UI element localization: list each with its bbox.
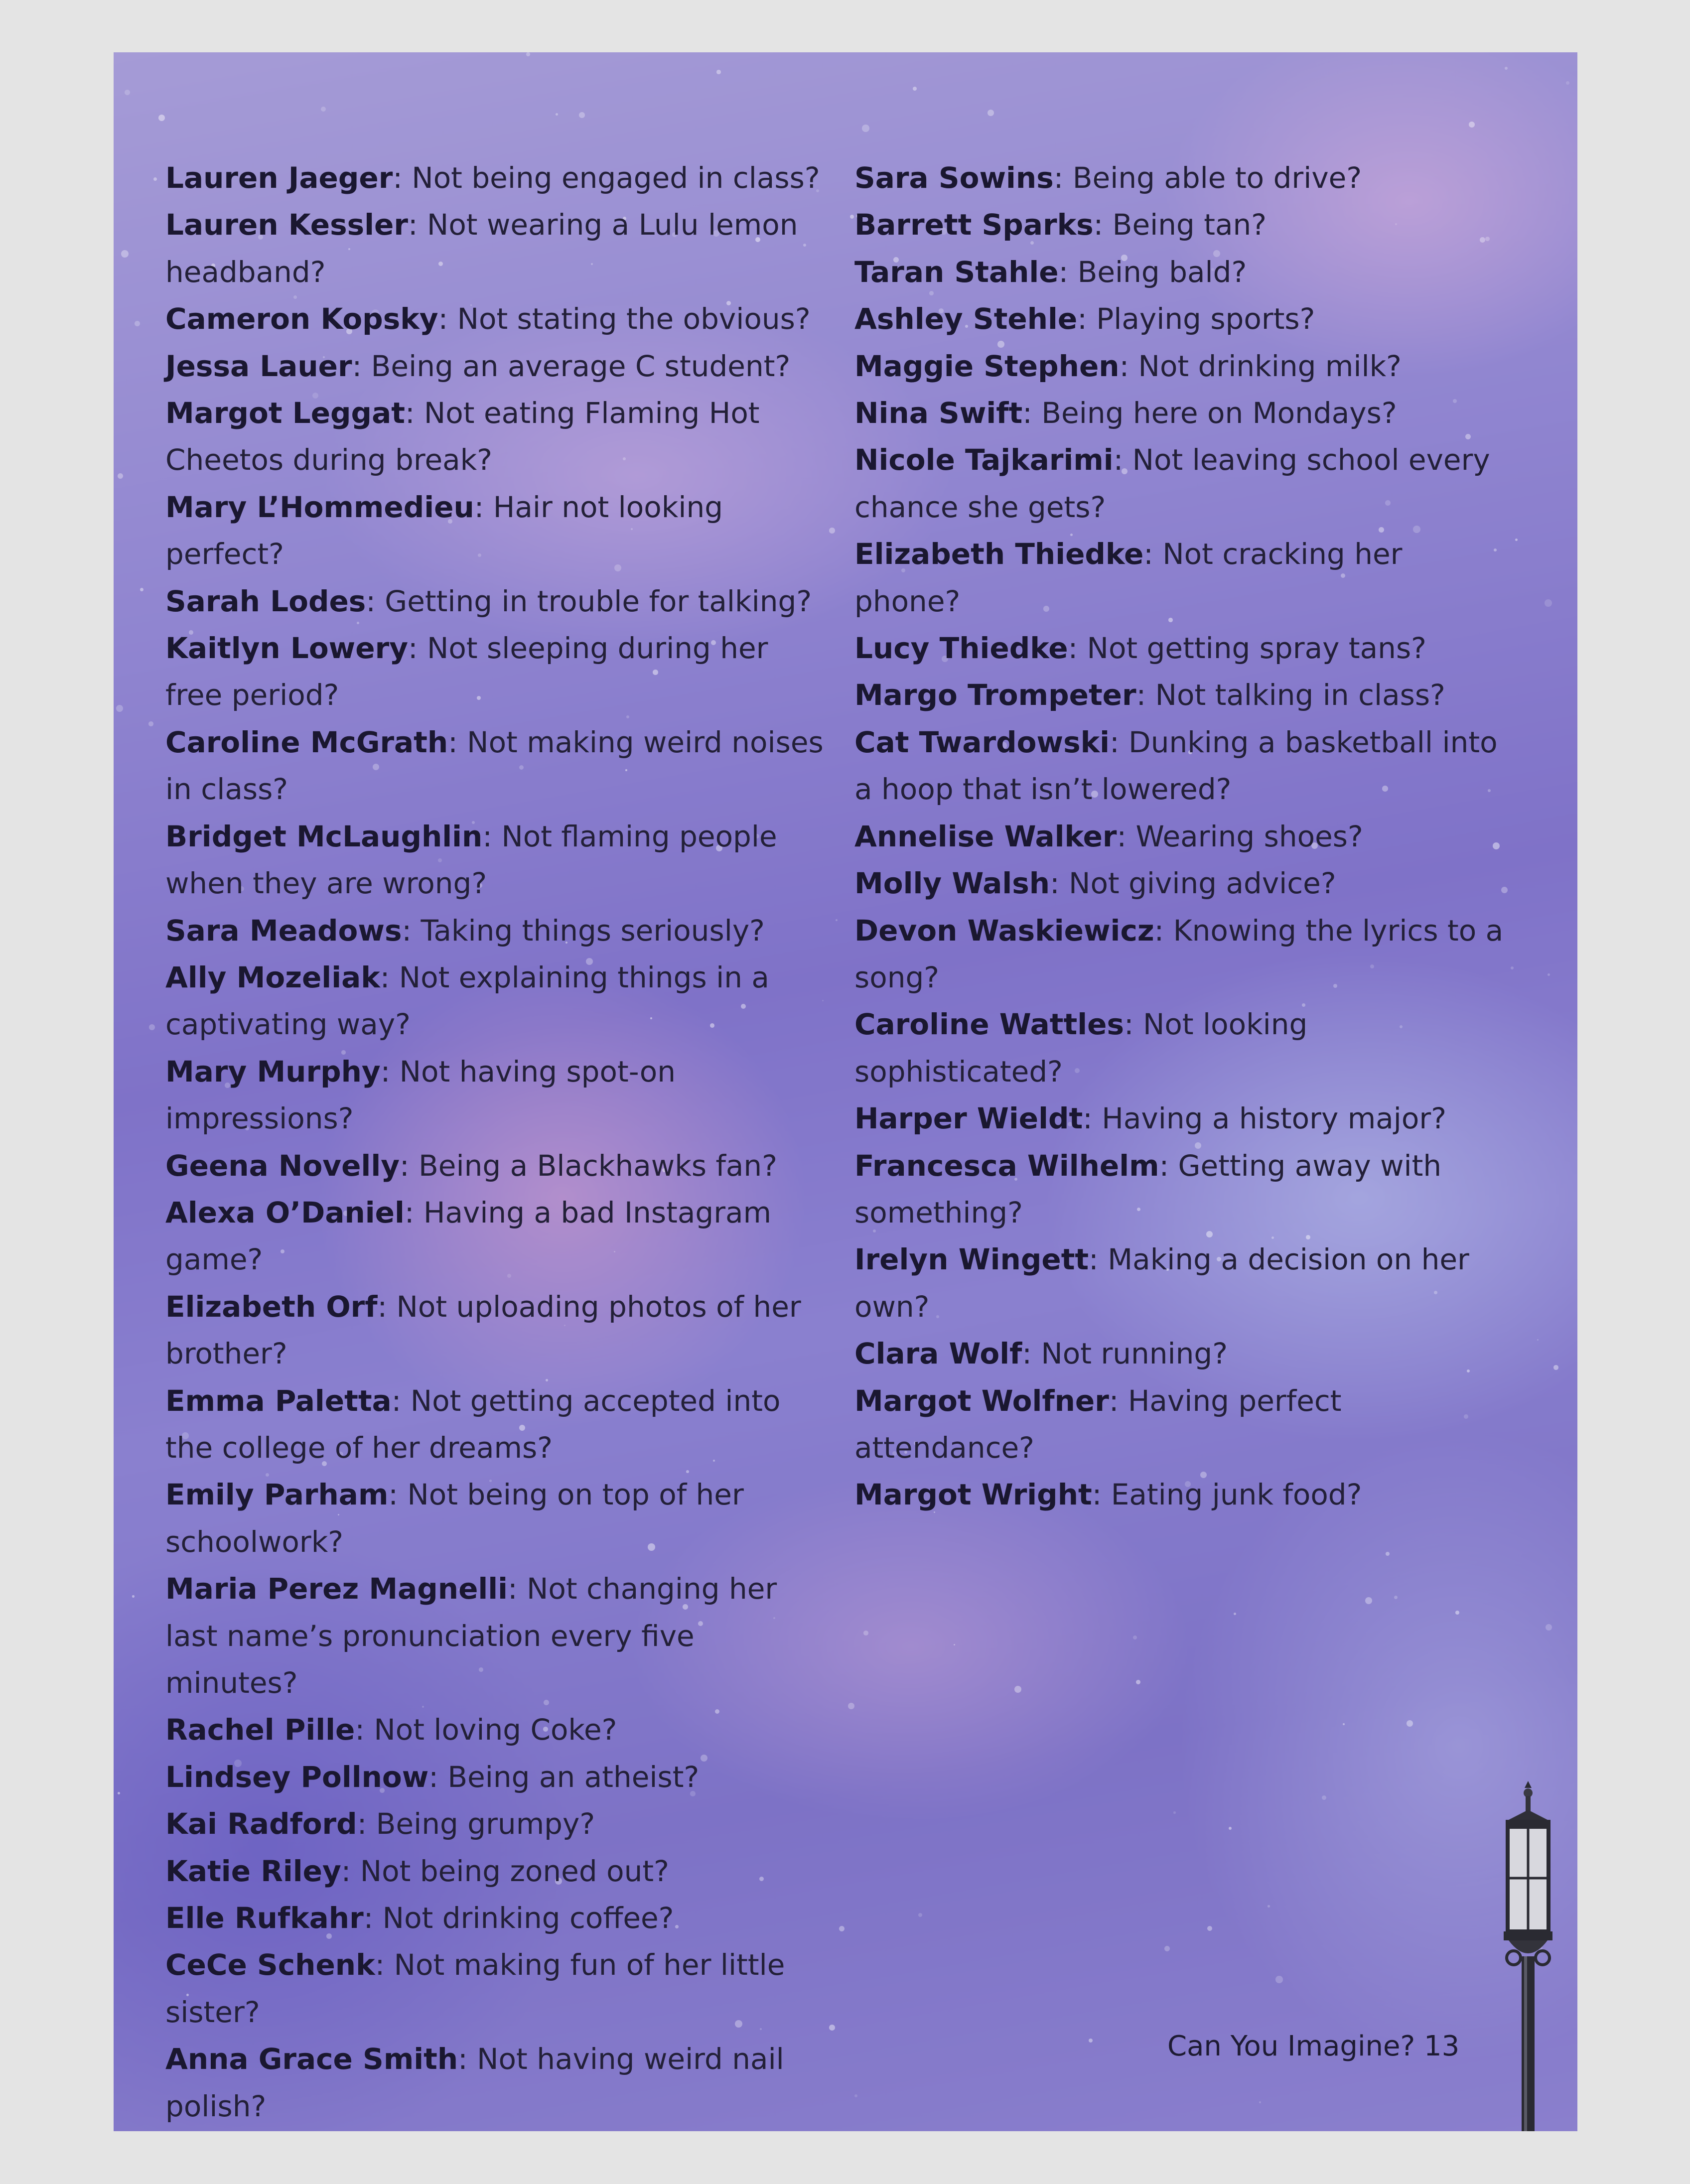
- page-footer: Can You Imagine? 13: [1167, 2030, 1460, 2062]
- student-name: Devon Waskiewicz: [854, 913, 1154, 948]
- student-name: Caroline McGrath: [165, 725, 448, 759]
- entry-mary-murphy: [165, 1048, 828, 1142]
- student-name: Caroline Wattles: [854, 1007, 1124, 1042]
- entry-text: : Not cracking her phone?: [854, 537, 1403, 618]
- entry-maria-perez-magnelli: [165, 1565, 828, 1706]
- student-name: Cat Twardowski: [854, 725, 1110, 759]
- entry-caroline-wattles: [854, 1001, 1517, 1095]
- entry-margot-leggat: [165, 390, 828, 484]
- student-name: Mary L’Hommedieu: [165, 490, 474, 524]
- entry-text: : Not looking sophisticated?: [854, 1007, 1308, 1089]
- student-name: Elle Rufkahr: [165, 1901, 364, 1935]
- student-name: Lauren Jaeger: [165, 161, 393, 195]
- entry-text: : Having a bad Instagram game?: [165, 1195, 772, 1277]
- entry-text: : Making a decision on her own?: [854, 1242, 1469, 1324]
- student-name: Cameron Kopsky: [165, 302, 438, 336]
- student-name: Geena Novelly: [165, 1148, 400, 1183]
- entry-text: : Not leaving school every chance she gets?: [854, 443, 1490, 524]
- student-name: Mary Murphy: [165, 1054, 381, 1089]
- student-name: Maggie Stephen: [854, 349, 1120, 383]
- entry-text: : Not sleeping during her free period?: [165, 631, 768, 712]
- entry-geena-novelly: [165, 1142, 828, 1189]
- entry-text: : Being a Blackhawks fan?: [400, 1148, 777, 1183]
- left-column: [165, 154, 828, 2130]
- entry-cece-schenk: [165, 1941, 828, 2036]
- entry-text: : Being able to drive?: [1053, 161, 1362, 195]
- student-name: Emily Parham: [165, 1478, 389, 1512]
- entry-text: : Having a history major?: [1083, 1101, 1447, 1136]
- entry-text: : Not running?: [1022, 1337, 1228, 1371]
- student-name: Sara Sowins: [854, 161, 1054, 195]
- student-name: Clara Wolf: [854, 1337, 1022, 1371]
- entry-text: : Not having weird nail polish?: [165, 2042, 784, 2123]
- student-name: Kaitlyn Lowery: [165, 631, 408, 666]
- student-name: Emma Paletta: [165, 1383, 392, 1418]
- student-name: Taran Stahle: [854, 255, 1059, 289]
- student-name: Elizabeth Thiedke: [854, 537, 1144, 571]
- entry-cat-twardowski: [854, 719, 1517, 813]
- entry-text: : Not flaming people when they are wrong?: [165, 819, 777, 901]
- entry-nina-swift: [854, 390, 1517, 436]
- student-name: Ashley Stehle: [854, 302, 1078, 336]
- entry-kai-radford: [165, 1800, 828, 1847]
- entry-jessa-lauer: [165, 343, 828, 390]
- entry-text: : Not explaining things in a captivating way?: [165, 960, 769, 1042]
- student-name: Alexa O’Daniel: [165, 1195, 405, 1229]
- student-name: Lauren Kessler: [165, 208, 408, 242]
- entry-devon-waskiewicz: [854, 907, 1517, 1001]
- entry-text: : Wearing shoes?: [1117, 819, 1363, 853]
- entry-text: : Not eating Flaming Hot Cheetos during break?: [165, 396, 760, 477]
- entry-text: : Not being zoned out?: [341, 1854, 669, 1888]
- entry-alexa-o-daniel: [165, 1189, 828, 1283]
- student-name: Nicole Tajkarimi: [854, 443, 1114, 477]
- entry-text: : Not being engaged in class?: [393, 161, 820, 195]
- entry-text: : Not making fun of her little sister?: [165, 1948, 785, 2029]
- entry-sara-sowins: [854, 154, 1517, 201]
- entry-molly-walsh: [854, 860, 1517, 907]
- entry-annelise-walker: [854, 813, 1517, 860]
- entry-elizabeth-orf: [165, 1283, 828, 1377]
- entry-clara-wolf: [854, 1330, 1517, 1377]
- entry-kaitlyn-lowery: [165, 625, 828, 719]
- entry-taran-stahle: [854, 249, 1517, 295]
- student-name: Katie Riley: [165, 1854, 341, 1888]
- entry-francesca-wilhelm: [854, 1142, 1517, 1236]
- entry-text: : Not giving advice?: [1050, 866, 1336, 901]
- student-name: Harper Wieldt: [854, 1101, 1083, 1136]
- entry-text: : Having perfect attendance?: [854, 1383, 1342, 1465]
- entry-sarah-lodes: [165, 578, 828, 625]
- entry-text: : Being here on Mondays?: [1022, 396, 1397, 430]
- entry-bridget-mclaughlin: [165, 813, 828, 907]
- entry-emily-parham: [165, 1471, 828, 1565]
- entry-text: : Being an average C student?: [352, 349, 791, 383]
- entry-katie-riley: [165, 1848, 828, 1895]
- entry-nicole-tajkarimi: [854, 436, 1517, 531]
- entry-cameron-kopsky: [165, 295, 828, 342]
- student-name: Rachel Pille: [165, 1713, 355, 1747]
- entry-barrett-sparks: [854, 201, 1517, 248]
- entry-text: : Getting away with something?: [854, 1148, 1442, 1229]
- entry-text: : Not talking in class?: [1136, 678, 1445, 712]
- entry-text: : Not uploading photos of her brother?: [165, 1289, 801, 1371]
- entry-lauren-jaeger: [165, 154, 828, 201]
- entry-text: : Eating junk food?: [1092, 1478, 1362, 1512]
- entry-text: : Being tan?: [1093, 208, 1267, 242]
- student-name: Maria Perez Magnelli: [165, 1572, 508, 1606]
- entry-text: : Not drinking coffee?: [363, 1901, 674, 1935]
- entry-text: : Being grumpy?: [357, 1807, 595, 1841]
- student-name: Lucy Thiedke: [854, 631, 1068, 666]
- entry-lucy-thiedke: [854, 625, 1517, 672]
- entry-elizabeth-thiedke: [854, 531, 1517, 625]
- student-name: Molly Walsh: [854, 866, 1050, 901]
- entry-sara-meadows: [165, 907, 828, 954]
- entry-text: : Getting in trouble for talking?: [366, 584, 812, 618]
- right-column: [854, 154, 1517, 1518]
- entry-ashley-stehle: [854, 295, 1517, 342]
- entry-text: : Playing sports?: [1077, 302, 1315, 336]
- lamppost-icon: [1479, 1781, 1577, 2131]
- student-name: Kai Radford: [165, 1807, 357, 1841]
- entry-margot-wolfner: [854, 1377, 1517, 1472]
- student-name: Margot Wright: [854, 1478, 1092, 1512]
- entry-text: : Dunking a basketball into a hoop that isn’t lowered?: [854, 725, 1498, 807]
- entry-text: : Not loving Coke?: [355, 1713, 617, 1747]
- student-name: Sarah Lodes: [165, 584, 366, 618]
- entry-text: : Not getting accepted into the college of her dreams?: [165, 1383, 781, 1465]
- entry-text: : Not being on top of her schoolwork?: [165, 1478, 744, 1559]
- student-name: Nina Swift: [854, 396, 1023, 430]
- student-name: Lindsey Pollnow: [165, 1760, 429, 1794]
- entry-margo-trompeter: [854, 672, 1517, 718]
- entry-margot-wright: [854, 1471, 1517, 1518]
- entry-caroline-mcgrath: [165, 719, 828, 813]
- entry-text: : Being bald?: [1058, 255, 1247, 289]
- entry-text: : Hair not looking perfect?: [165, 490, 723, 571]
- entry-maggie-stephen: [854, 343, 1517, 390]
- entry-text: : Not stating the obvious?: [438, 302, 811, 336]
- student-name: Bridget McLaughlin: [165, 819, 483, 853]
- student-name: Annelise Walker: [854, 819, 1117, 853]
- yearbook-page: [114, 52, 1577, 2131]
- entry-text: : Being an atheist?: [428, 1760, 700, 1794]
- entry-rachel-pille: [165, 1706, 828, 1753]
- student-name: Elizabeth Orf: [165, 1289, 378, 1324]
- student-name: Sara Meadows: [165, 913, 402, 948]
- entry-text: : Not drinking milk?: [1119, 349, 1402, 383]
- entry-text: : Not having spot-on impressions?: [165, 1054, 676, 1136]
- entry-emma-paletta: [165, 1377, 828, 1472]
- entry-text: : Not wearing a Lulu lemon headband?: [165, 208, 798, 289]
- student-name: Margo Trompeter: [854, 678, 1136, 712]
- student-name: Jessa Lauer: [165, 349, 352, 383]
- entry-text: : Not making weird noises in class?: [165, 725, 824, 807]
- student-name: Margot Leggat: [165, 396, 405, 430]
- entry-harper-wieldt: [854, 1095, 1517, 1142]
- entry-text: : Not getting spray tans?: [1068, 631, 1426, 666]
- entry-irelyn-wingett: [854, 1236, 1517, 1330]
- student-name: Barrett Sparks: [854, 208, 1094, 242]
- entry-ally-mozeliak: [165, 954, 828, 1048]
- entry-text: : Knowing the lyrics to a song?: [854, 913, 1504, 994]
- entry-lindsey-pollnow: [165, 1754, 828, 1800]
- student-name: Irelyn Wingett: [854, 1242, 1089, 1277]
- entry-text: : Taking things seriously?: [402, 913, 765, 948]
- entry-anna-grace-smith: [165, 2036, 828, 2130]
- entry-text: : Not changing her last name’s pronunciation every five minutes?: [165, 1572, 777, 1700]
- student-name: Ally Mozeliak: [165, 960, 380, 994]
- entry-elle-rufkahr: [165, 1895, 828, 1941]
- entry-lauren-kessler: [165, 201, 828, 295]
- student-name: Francesca Wilhelm: [854, 1148, 1159, 1183]
- student-name: Margot Wolfner: [854, 1383, 1109, 1418]
- student-name: CeCe Schenk: [165, 1948, 375, 1982]
- student-name: Anna Grace Smith: [165, 2042, 458, 2076]
- entry-mary-l-hommedieu: [165, 484, 828, 578]
